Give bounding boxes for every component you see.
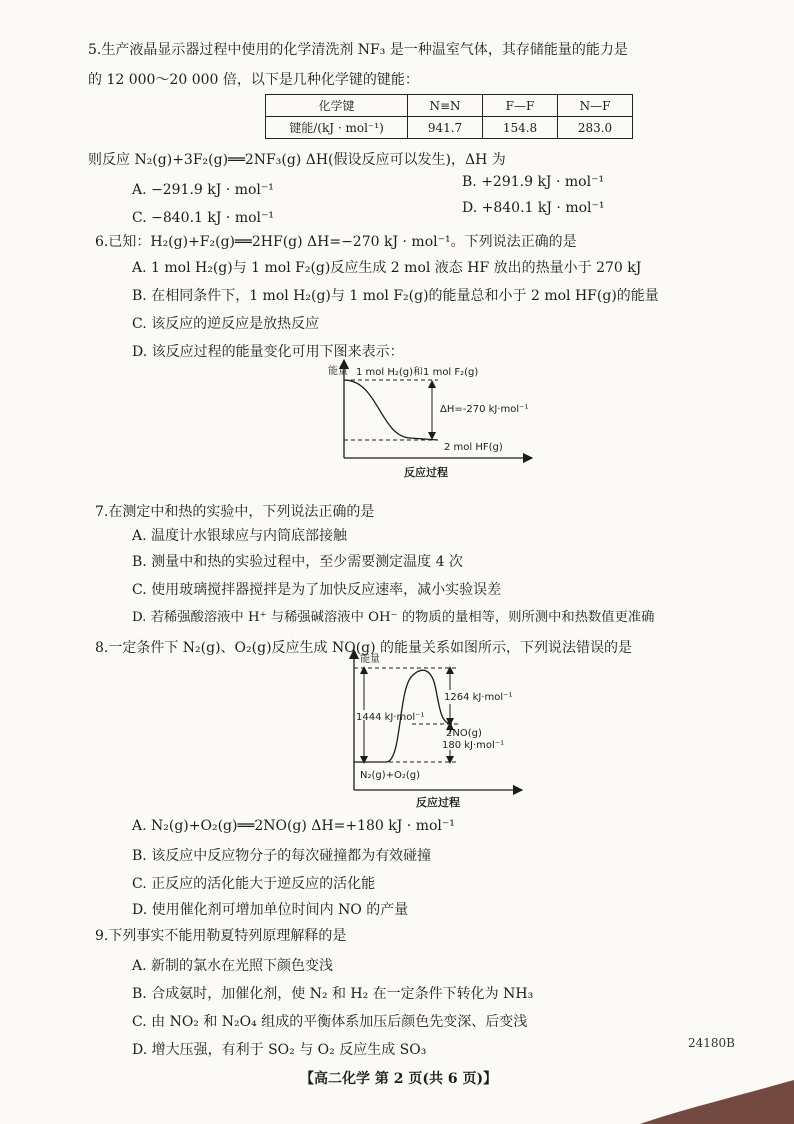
- q5-option-b: B. +291.9 kJ · mol⁻¹: [462, 174, 605, 190]
- q5-option-c: C. −840.1 kJ · mol⁻¹: [132, 210, 275, 226]
- q7-option-b: B. 测量中和热的实验过程中，至少需要测定温度 4 次: [132, 554, 463, 570]
- page-footer: 【高二化学 第 2 页(共 6 页)】: [300, 1071, 498, 1087]
- table-header-row: [266, 95, 633, 117]
- table-cell: 283.0: [558, 117, 633, 139]
- e1-label: 1444 kJ·mol⁻¹: [356, 712, 425, 723]
- energy-curve: [344, 380, 438, 440]
- q5-stem-line2: 的 12 000～20 000 倍，以下是几种化学键的键能：: [88, 72, 419, 88]
- q6-option-a: A. 1 mol H₂(g)与 1 mol F₂(g)反应生成 2 mol 液态 HF 放出的热量小于 270 kJ: [132, 260, 642, 276]
- q8-energy-diagram: [340, 650, 540, 810]
- product-label: 2 mol HF(g): [444, 442, 503, 453]
- q6-option-b: B. 在相同条件下，1 mol H₂(g)与 1 mol F₂(g)的能量总和小于 2 mol HF(g)的能量: [132, 288, 659, 304]
- x-axis-label: 反应过程: [404, 466, 448, 479]
- bond-energy-table: [265, 94, 633, 139]
- table-cell: 941.7: [408, 117, 483, 139]
- q8-option-d: D. 使用催化剂可增加单位时间内 NO 的产量: [132, 902, 409, 918]
- q5-question: 则反应 N₂(g)+3F₂(g)══2NF₃(g) ΔH(假设反应可以发生)，ΔH 为: [88, 152, 506, 168]
- page-corner-shadow: [610, 1070, 794, 1124]
- paper-code: 24180B: [688, 1036, 735, 1050]
- q5-option-a: A. −291.9 kJ · mol⁻¹: [132, 182, 274, 198]
- product-label: 2NO(g): [446, 728, 482, 739]
- table-row: [266, 117, 633, 139]
- delta-h-label: 180 kJ·mol⁻¹: [442, 740, 505, 751]
- q9-option-a: A. 新制的氯水在光照下颜色变浅: [132, 958, 334, 974]
- q6-option-c: C. 该反应的逆反应是放热反应: [132, 316, 320, 332]
- q6-stem: 6.已知：H₂(g)+F₂(g)══2HF(g) ΔH=−270 kJ · mol⁻¹。下列说法正确的是: [95, 234, 577, 250]
- reactants-label: N₂(g)+O₂(g): [360, 770, 421, 781]
- q6-energy-diagram: [320, 362, 560, 482]
- q7-option-a: A. 温度计水银球应与内筒底部接触: [132, 528, 348, 544]
- q9-option-b: B. 合成氨时，加催化剂，使 N₂ 和 H₂ 在一定条件下转化为 NH₃: [132, 986, 534, 1002]
- q9-stem: 9.下列事实不能用勒夏特列原理解释的是: [95, 928, 347, 944]
- q9-option-d: D. 增大压强，有利于 SO₂ 与 O₂ 反应生成 SO₃: [132, 1042, 427, 1058]
- q7-option-c: C. 使用玻璃搅拌器搅拌是为了加快反应速率，减小实验误差: [132, 582, 502, 598]
- y-axis-label: 能量: [328, 366, 348, 377]
- q5-option-d: D. +840.1 kJ · mol⁻¹: [462, 200, 605, 216]
- table-cell: 化学键: [266, 95, 408, 117]
- reactants-label: 1 mol H₂(g)和1 mol F₂(g): [356, 367, 479, 378]
- q7-option-d: D. 若稀强酸溶液中 H⁺ 与稀强碱溶液中 OH⁻ 的物质的量相等，则所测中和热数值更准确: [132, 610, 655, 625]
- q8-stem: 8.一定条件下 N₂(g)、O₂(g)反应生成 NO(g) 的能量关系如图所示，下列说法错误的是: [95, 640, 633, 656]
- x-axis-label: 反应过程: [416, 796, 460, 809]
- table-cell: 154.8: [483, 117, 558, 139]
- q6-option-d: D. 该反应过程的能量变化可用下图来表示：: [132, 344, 404, 360]
- q8-option-b: B. 该反应中反应物分子的每次碰撞都为有效碰撞: [132, 848, 432, 864]
- e2-label: 1264 kJ·mol⁻¹: [444, 692, 513, 703]
- q9-option-c: C. 由 NO₂ 和 N₂O₄ 组成的平衡体系加压后颜色先变深、后变浅: [132, 1014, 528, 1030]
- table-cell: N≡N: [408, 95, 483, 117]
- delta-h-label: ΔH=-270 kJ·mol⁻¹: [440, 404, 529, 415]
- table-cell: 键能/(kJ · mol⁻¹): [266, 117, 408, 139]
- q7-stem: 7.在测定中和热的实验中，下列说法正确的是: [95, 504, 375, 520]
- table-cell: N—F: [558, 95, 633, 117]
- y-axis-label: 能量: [360, 654, 380, 665]
- q8-option-a: A. N₂(g)+O₂(g)══2NO(g) ΔH=+180 kJ · mol⁻¹: [132, 818, 455, 834]
- q5-stem-line1: 5.生产液晶显示器过程中使用的化学清洗剂 NF₃ 是一种温室气体，其存储能量的能力是: [88, 42, 628, 58]
- table-cell: F—F: [483, 95, 558, 117]
- q8-option-c: C. 正反应的活化能大于逆反应的活化能: [132, 876, 376, 892]
